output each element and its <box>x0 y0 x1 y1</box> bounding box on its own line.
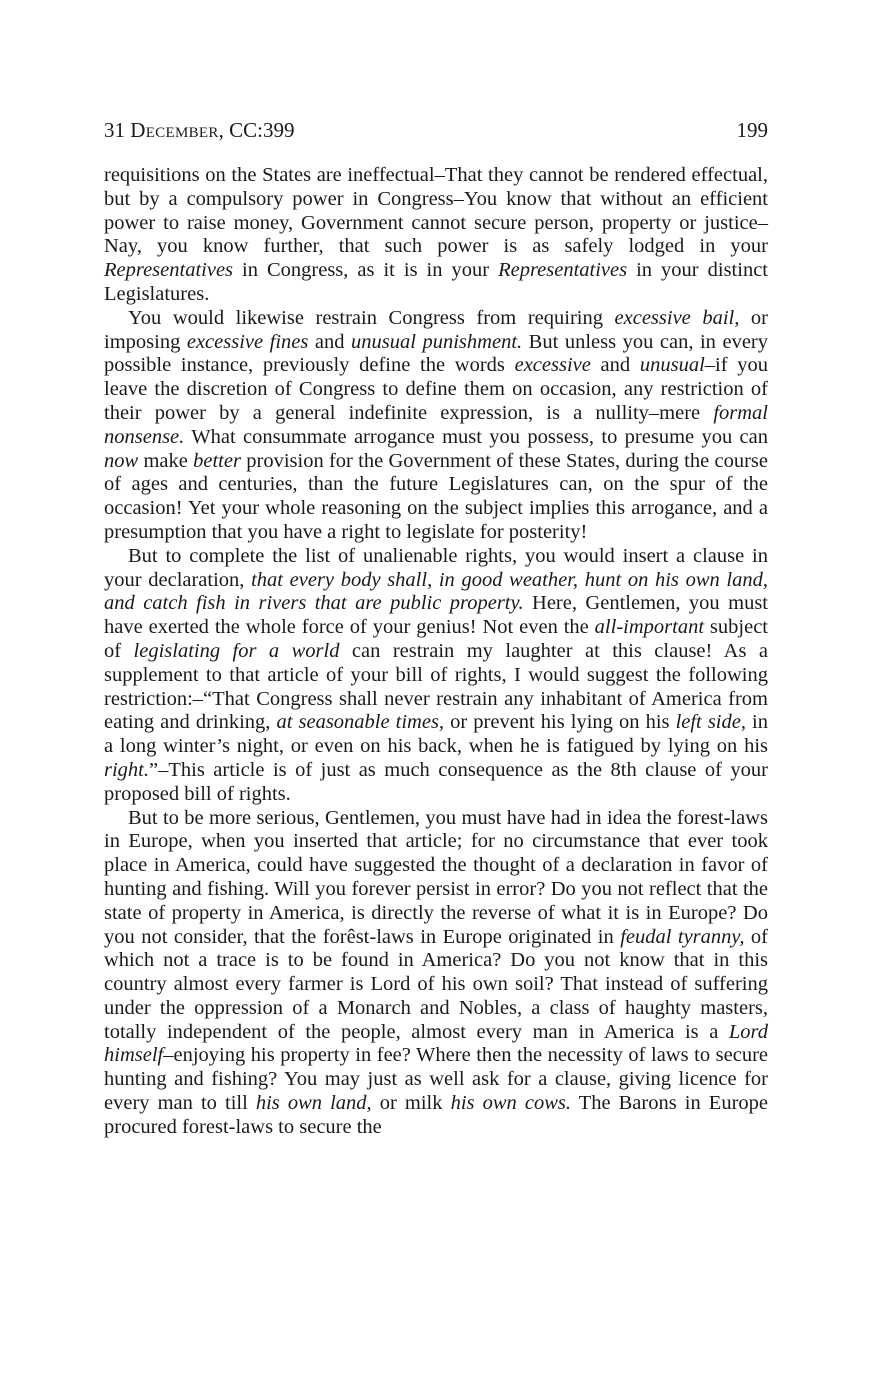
text-run: subject of <box>104 616 768 662</box>
paragraph <box>104 807 768 1140</box>
text-run: in Congress, as it is in your <box>233 259 499 282</box>
text-run: But to be more serious, Gentlemen, you must have had in idea the forest-laws in Europe, when you inserted that article; for no circumstance that ever took place in America, could have suggested the thought of a declaration in favor of hunting and fishing. Will you forever persist in error? Do you not reflect that the state of property in America, is directly the reverse of what it is in Europe? Do you not consider, that the forêst-laws in Europe originated in <box>104 806 768 948</box>
text-run: provision for the Government of these States, during the course of ages and centuries, than the future Legislatures can, on the spur of the occasion! Yet your whole reasoning on the subject implies this arrogance, and a presumption that you have a right to legislate for posterity! <box>104 449 768 543</box>
paragraph <box>104 545 768 807</box>
paragraph <box>104 307 768 545</box>
italic-text-run: Lord himself <box>104 1020 768 1067</box>
italic-text-run: his own land, <box>255 1092 372 1115</box>
text-run: What consummate arrogance must you possess, to presume you can <box>184 425 768 448</box>
italic-text-run: feudal tyranny, <box>620 925 745 948</box>
body-text <box>104 164 768 1140</box>
italic-text-run: unusual punishment. <box>351 330 523 353</box>
text-run: ”–This article is of just as much consequence as the 8th clause of your proposed bill of rights. <box>104 758 768 805</box>
italic-text-run: his own cows. <box>450 1092 571 1115</box>
text-run: can restrain my laughter at this clause! As a supplement to that article of your bill of rights, I would suggest the following restriction:–“That Congress shall never restrain any inhabitant of America from eating and drinking, <box>104 639 769 734</box>
italic-text-run: better <box>193 449 241 472</box>
italic-text-run: excessive bail, <box>614 306 740 329</box>
header-month: December <box>130 118 219 142</box>
text-run: and <box>590 354 640 377</box>
text-run: or prevent his lying on his <box>444 711 676 734</box>
paragraph <box>104 164 768 307</box>
italic-text-run: that every body shall, in good weather, hunt on his own land, and catch fish in rivers that are public property. <box>104 568 768 615</box>
italic-text-run: excessive <box>514 354 591 377</box>
text-run: –if you leave the discretion of Congress to define them on occasion, any restriction of their power by a general indefinite expression, is a nullity–mere <box>104 354 768 424</box>
italic-text-run: legislating for a world <box>133 639 340 662</box>
italic-text-run: Representatives <box>104 259 234 282</box>
italic-text-run: at seasonable times, <box>276 711 445 734</box>
text-run: –enjoying his property in fee? Where then the necessity of laws to secure hunting and fishing? You may just as well ask for a clause, giving licence for every man to till <box>104 1044 768 1115</box>
italic-text-run: left side, <box>675 711 746 734</box>
text-run: in a long winter’s night, or even on his back, when he is fatigued by lying on his <box>104 711 768 758</box>
text-run: The Barons in Europe procured forest-laws to secure the <box>104 1092 768 1138</box>
italic-text-run: Representatives <box>498 259 628 282</box>
text-run: in your distinct Legislatures. <box>104 259 768 305</box>
running-head <box>104 116 768 144</box>
document-page <box>104 116 768 1140</box>
italic-text-run: all-important <box>594 616 705 639</box>
header-doc-ref: , CC:399 <box>218 118 295 142</box>
text-run: Here, Gentlemen, you must have exerted the whole force of your genius! Not even the <box>104 592 768 639</box>
italic-text-run: now <box>104 449 139 472</box>
page-number: 199 <box>736 118 768 142</box>
text-run: and <box>308 330 352 353</box>
italic-text-run: right. <box>104 758 149 781</box>
text-run: make <box>138 449 194 472</box>
italic-text-run: excessive fines <box>186 330 309 353</box>
text-run: or milk <box>371 1092 451 1115</box>
running-head-title <box>104 116 295 144</box>
header-date-number: 31 <box>104 118 125 142</box>
text-run: or imposing <box>104 306 768 353</box>
italic-text-run: unusual <box>639 354 705 377</box>
text-run: You would likewise restrain Congress from requiring <box>128 306 615 329</box>
italic-text-run: formal nonsense. <box>104 401 768 448</box>
text-run: of which not a trace is to be found in America? Do you not know that in this country almost every farmer is Lord of his own soil? That instead of suffering under the oppression of a Monarch and Nobles, a class of haughty masters, totally independent of the people, almost every man in America is a <box>104 925 769 1043</box>
text-run: But unless you can, in every possible instance, previously define the words <box>104 330 768 377</box>
text-run: requisitions on the States are ineffectual–That they cannot be rendered effectual, but by a compulsory power in Congress–You know that without an efficient power to raise money, Government cannot secure person, property or justice–Nay, you know further, that such power is as safely lodged in your <box>104 164 768 258</box>
text-run: But to complete the list of unalienable rights, you would insert a clause in your declaration, <box>104 544 768 591</box>
